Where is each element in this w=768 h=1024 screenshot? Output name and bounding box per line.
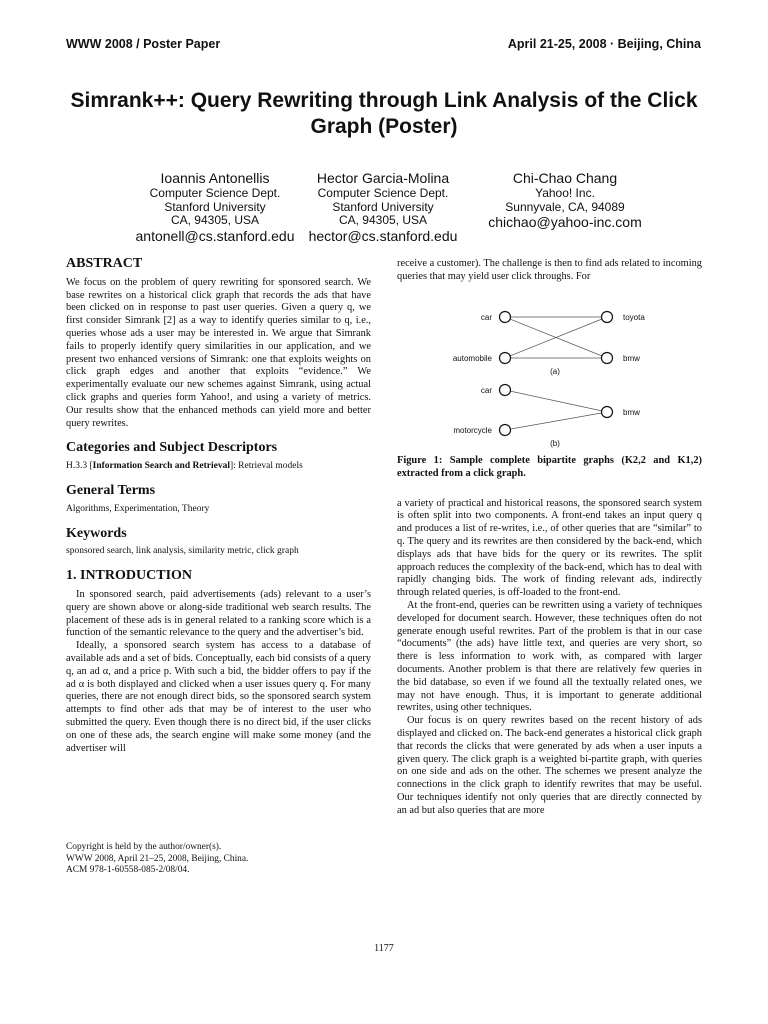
author-email: hector@cs.stanford.edu	[308, 227, 458, 244]
paper-title: Simrank++: Query Rewriting through Link Analysis of the Click Graph (Poster)	[70, 89, 698, 138]
author-block	[460, 170, 670, 230]
intro-heading: 1. INTRODUCTION	[66, 568, 193, 584]
author-dept: Computer Science Dept.	[317, 186, 449, 200]
figure-1	[397, 290, 702, 448]
author-org: Sunnyvale, CA, 94089	[505, 199, 625, 214]
abstract-text: We focus on the problem of query rewriting for sponsored search. We base rewrites on a historical click graph that records the ads that have been clicked on in response to past user queries. Given a query q, we first consider Simrank [2] as a way to identify queries similar to q, i.e., queries whose ads a user may be interested in. We argue that Simrank fails to properly identify query similarities in our application, and we present two enhanced versions of Simrank: one that exploits weights on click graph edges and another that exploits “evidence.” We experimentally evaluate our new schemes against Simrank, using actual click graphs and queries form Yahoo!, and using a variety of metrics. Our results show that the enhanced methods can yield more and better query rewrites.	[66, 276, 371, 429]
keywords-text: sponsored search, link analysis, similarity metric, click graph	[66, 546, 299, 557]
keywords-heading: Keywords	[66, 525, 127, 541]
author-address: CA, 94305, USA	[170, 213, 260, 227]
node-label: bmw	[623, 407, 640, 417]
figure-caption: Figure 1: Sample complete bipartite graphs (K2,2 and K1,2) extracted from a click graph.	[397, 454, 702, 479]
author-address: CA, 94305, USA	[338, 213, 428, 227]
node-label: bmw	[623, 353, 640, 363]
author-dept: Yahoo! Inc.	[535, 186, 595, 200]
query-node	[500, 311, 511, 322]
intro-paragraph-1: In sponsored search, paid advertisements (ads) relevant to a user’s query are shown above or along-side traditional web search results. The placement of these ads is in general related to a ranking score which is a function of the semantic relevance to the query and the advertiser’s bid.	[66, 588, 371, 639]
query-node	[500, 352, 511, 363]
author-org: Stanford University	[332, 199, 434, 214]
author-email: chichao@yahoo-inc.com	[488, 214, 642, 230]
author-dept: Computer Science Dept.	[149, 186, 281, 200]
copyright-venue: WWW 2008, April 21–25, 2008, Beijing, China.	[66, 853, 249, 864]
query-node	[500, 424, 511, 435]
node-label: toyota	[623, 312, 645, 322]
general-terms-text: Algorithms, Experimentation, Theory	[66, 503, 210, 514]
running-header-left: WWW 2008 / Poster Paper	[66, 37, 221, 51]
body-paragraph: Our focus is on query rewrites based on the recent history of ads displayed and clicked on. The back-end generates a historical click graph that records the clicks that were generated by ads when a user inputs a given query. The click graph is a weighted bi-partite graph, with queries on one side and ads on the other. The schemes we present analyze the connections in the click graph to identify rewrites that may be useful. Our techniques identify not only queries that are directly connected by an ad but also queries that are more	[397, 715, 702, 816]
body-paragraph: At the front-end, queries can be rewritten using a variety of techniques developed for document search. However, these techniques often do not generate enough useful rewrites. Part of the problem is that in our case “documents” (the ads) have little text, and queries are very short, so there is less information to work with, as compared with larger documents. Another problem is that there are relatively few queries in the bid database, so even if we found all the textually related ones, we may not have enough. Thus, it is important to generate additional rewrites, using other techniques.	[397, 599, 702, 714]
node-label: car	[480, 312, 492, 322]
intro-paragraph-2: Ideally, a sponsored search system has access to a database of available ads and a set of bids. Conceptually, each bid consists of a query q, an ad α, and a price p. With such a bid, the bidder offers to pay if the ad α is both displayed and clicked when a user issues query q. For many queries, there are not enough direct bids, so the sponsored search system attempts to find other ads that may be of interest to the user who submitted the query. Even though there is no direct bid, if the user clicks on one of these ads, the search engine will make some money (and the advertiser will	[66, 640, 371, 754]
body-paragraph: a variety of practical and historical reasons, the sponsored search system is often split into two components. A front-end takes an input query q and produces a list of re-writes, i.e., of other queries that are “similar” to q. The query and its rewrites are then considered by the back-end, which displays ads that have bids for the query or its rewrites. The split approach reduces the complexity of the back-end, which has to deal with rapidly changing bids. The work of finding relevant ads, indirectly through related queries, is off-loaded to the front-end.	[397, 497, 702, 599]
categories-heading: Categories and Subject Descriptors	[66, 440, 278, 456]
author-name: Hector Garcia-Molina	[316, 170, 450, 186]
bipartite-graph-figure	[397, 290, 702, 448]
graph-edge	[505, 390, 607, 412]
author-name: Chi-Chao Chang	[512, 170, 618, 186]
node-label: car	[480, 385, 492, 395]
left-column	[66, 258, 371, 755]
author-name: Ioannis Antonellis	[160, 170, 270, 186]
copyright-line: Copyright is held by the author/owner(s).	[66, 842, 222, 852]
body-paragraph-continued: receive a customer). The challenge is then to find ads related to incoming queries that may yield user click throughs. For	[397, 258, 702, 282]
ad-node	[602, 311, 613, 322]
running-header-right: April 21-25, 2008 · Beijing, China	[507, 37, 701, 51]
author-email: antonell@cs.stanford.edu	[135, 227, 295, 244]
abstract-heading: ABSTRACT	[66, 256, 143, 271]
ad-node	[602, 406, 613, 417]
node-label: automobile	[452, 353, 492, 363]
copyright-notice	[66, 842, 371, 877]
categories-bold: Information Search and Retrieval	[92, 461, 230, 472]
general-terms-heading: General Terms	[66, 482, 156, 498]
author-block	[278, 170, 488, 244]
graph-edge	[505, 412, 607, 430]
copyright-acm: ACM 978-1-60558-085-2/08/04.	[66, 865, 190, 875]
categories-code: H.3.3 [	[66, 461, 93, 472]
categories-text	[66, 461, 371, 473]
ad-node	[602, 352, 613, 363]
node-label: motorcycle	[453, 425, 492, 435]
subfigure-label: (a)	[550, 366, 560, 376]
page-number: 1177	[374, 943, 394, 954]
right-column	[397, 258, 702, 818]
author-org: Stanford University	[164, 199, 266, 214]
subfigure-label: (b)	[550, 438, 560, 448]
query-node	[500, 384, 511, 395]
categories-rest: ]: Retrieval models	[229, 461, 303, 472]
